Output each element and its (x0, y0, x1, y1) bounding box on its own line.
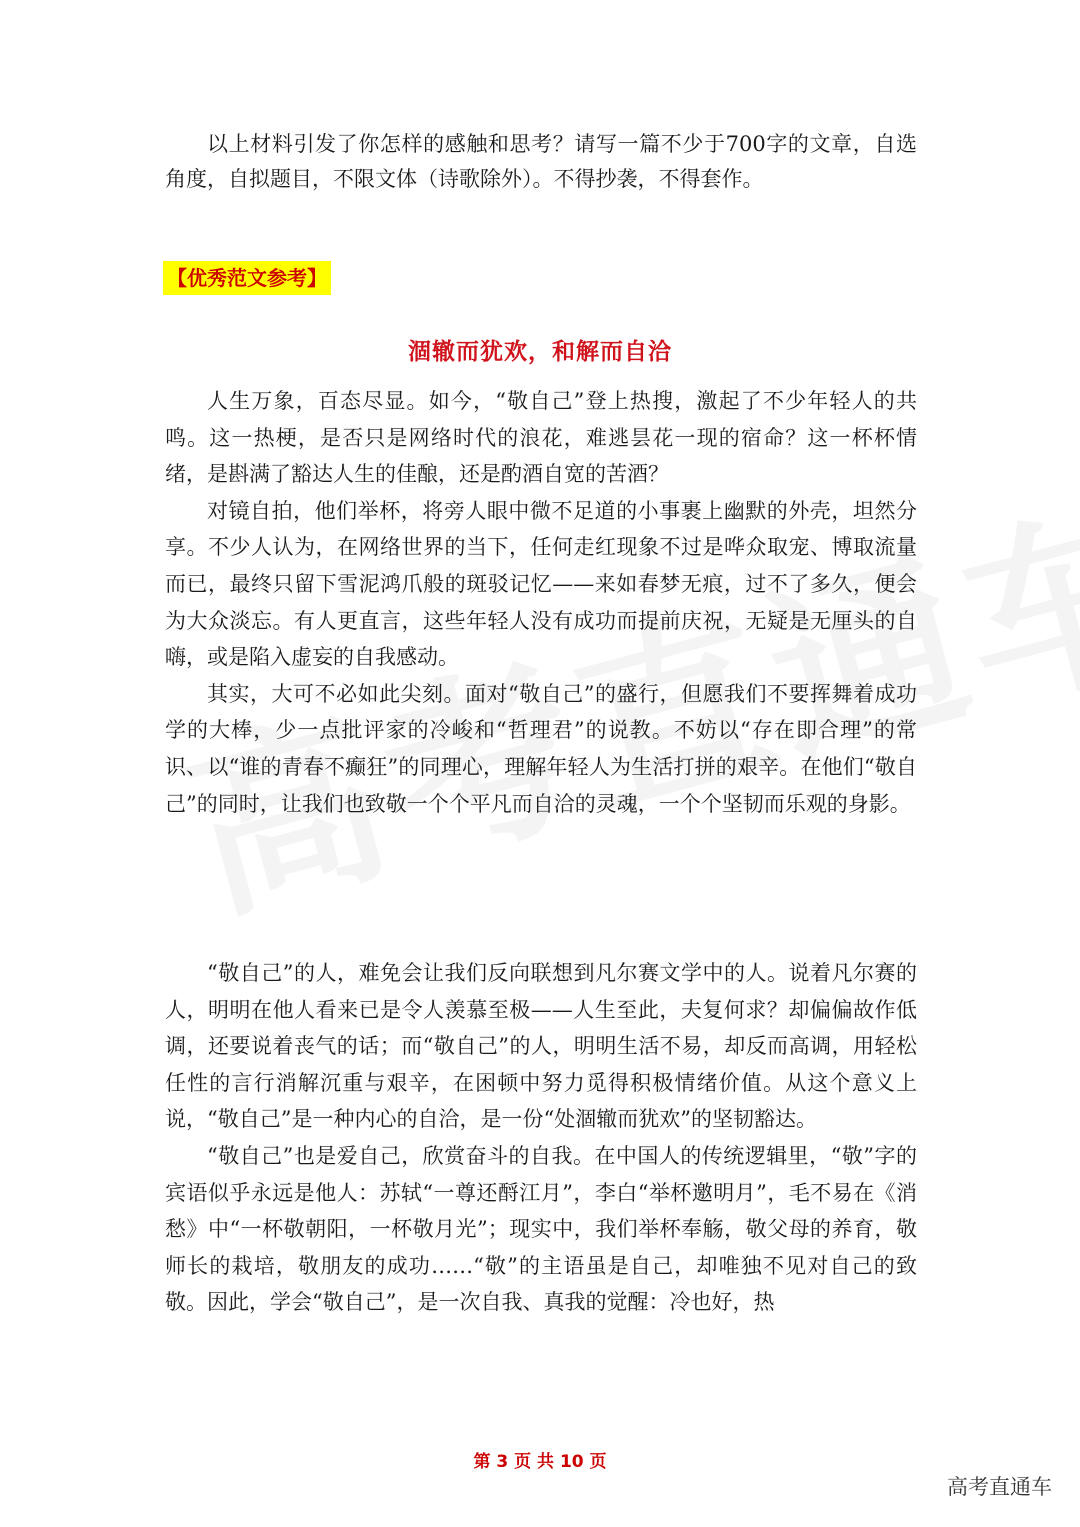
essay-paragraph: “敬自己”的人，难免会让我们反向联想到凡尔赛文学中的人。说着凡尔赛的人，明明在他人看来已是令人羡慕至极——人生至此，夫复何求？却偏偏故作低调，还要说着丧气的话；而“敬自己”的人，明明生活不易，却反而高调，用轻松任性的言行消解沉重与艰辛，在困顿中努力觅得积极情绪价值。从这个意义上说，“敬自己”是一种内心的自洽，是一份“处涸辙而犹欢”的坚韧豁达。 (165, 961, 917, 1132)
writing-prompt: 以上材料引发了你怎样的感触和思考？请写一篇不少于700字的文章，自选角度，自拟题目，不限文体（诗歌除外）。不得抄袭，不得套作。 (165, 132, 917, 191)
essay-body-block-1 (165, 383, 917, 822)
essay-title: 涸辙而犹欢，和解而自洽 (408, 338, 672, 365)
brand-label: 高考直通车 (947, 1475, 1052, 1499)
essay-paragraph: 人生万象，百态尽显。如今，“敬自己”登上热搜，激起了不少年轻人的共鸣。这一热梗，是否只是网络时代的浪花，难逃昙花一现的宿命？这一杯杯情绪，是斟满了豁达人生的佳酿，还是酌酒自宽的苦酒？ (165, 389, 917, 487)
essay-paragraph: “敬自己”也是爱自己，欣赏奋斗的自我。在中国人的传统逻辑里，“敬”字的宾语似乎永远是他人：苏轼“一尊还酹江月”，李白“举杯邀明月”，毛不易在《消愁》中“一杯敬朝阳，一杯敬月光”；现实中，我们举杯奉觞，敬父母的养育，敬师长的栽培，敬朋友的成功……“敬”的主语虽是自己，却唯独不见对自己的致敬。因此，学会“敬自己”，是一次自我、真我的觉醒：冷也好，热 (165, 1143, 917, 1315)
essay-body-block-2 (165, 955, 917, 1321)
essay-paragraph: 其实，大可不必如此尖刻。面对“敬自己”的盛行，但愿我们不要挥舞着成功学的大棒，少一点批评家的冷峻和“哲理君”的说教。不妨以“存在即合理”的常识、以“谁的青春不癫狂”的同理心，理解年轻人为生活打拼的艰辛。在他们“敬自己”的同时，让我们也致敬一个个平凡而自洽的灵魂，一个个坚韧而乐观的身影。 (165, 681, 917, 816)
section-tag: 【优秀范文参考】 (163, 261, 331, 295)
essay-paragraph: 对镜自拍，他们举杯，将旁人眼中微不足道的小事裹上幽默的外壳，坦然分享。不少人认为，在网络世界的当下，任何走红现象不过是哗众取宠、博取流量而已，最终只留下雪泥鸿爪般的斑驳记忆——来如春梦无痕，过不了多久，便会为大众淡忘。有人更直言，这些年轻人没有成功而提前庆祝，无疑是无厘头的自嗨，或是陷入虚妄的自我感动。 (165, 498, 917, 670)
page-number: 第 3 页 共 10 页 (473, 1452, 607, 1472)
